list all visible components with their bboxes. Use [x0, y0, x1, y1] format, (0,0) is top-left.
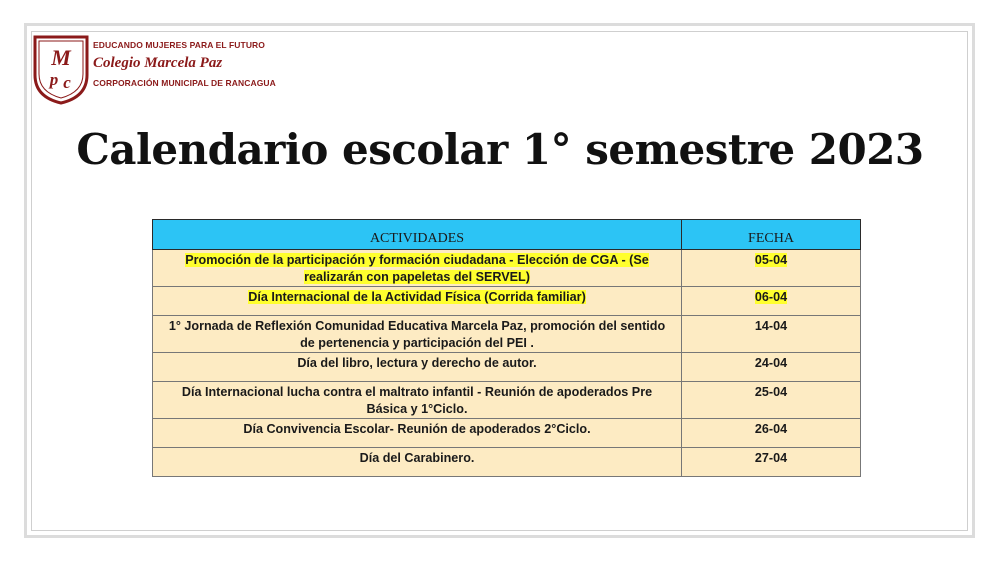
school-logo [33, 35, 276, 105]
logo-school-name: Colegio Marcela Paz [93, 55, 223, 71]
activity-date: 05-04 [754, 253, 788, 267]
activity-text: 1° Jornada de Reflexión Comunidad Educativa Marcela Paz, promoción del sentido de pertenencia y participación del PEI . [153, 316, 682, 353]
activity-date: 26-04 [682, 419, 861, 448]
activity-date: 14-04 [682, 316, 861, 353]
table-row [153, 419, 861, 448]
table-header-row [153, 220, 861, 250]
activity-date: 27-04 [682, 448, 861, 477]
page-title: Calendario escolar 1° semestre 2023 [76, 125, 924, 174]
activity-text: Día del Carabinero. [153, 448, 682, 477]
table-row [153, 382, 861, 419]
activity-text: Promoción de la participación y formación ciudadana - Elección de CGA - (Se realizarán con papeletas del SERVEL) [185, 253, 649, 284]
logo-tagline: EDUCANDO MUJERES PARA EL FUTURO [93, 40, 266, 50]
svg-text:p: p [49, 70, 59, 89]
table-row [153, 250, 861, 287]
activity-text: Día Convivencia Escolar- Reunión de apoderados 2°Ciclo. [153, 419, 682, 448]
activity-date: 24-04 [682, 353, 861, 382]
activity-date: 06-04 [754, 290, 788, 304]
table-row [153, 448, 861, 477]
activity-text: Día Internacional lucha contra el maltrato infantil - Reunión de apoderados Pre Básica y 1°Ciclo. [153, 382, 682, 419]
school-crest-icon [33, 35, 89, 105]
logo-corporation: CORPORACIÓN MUNICIPAL DE RANCAGUA [93, 78, 276, 88]
activities-table [152, 219, 861, 477]
table-row [153, 287, 861, 316]
header-activities: ACTIVIDADES [153, 220, 682, 250]
svg-text:M: M [51, 45, 71, 70]
table-row [153, 316, 861, 353]
activity-date: 25-04 [682, 382, 861, 419]
header-date: FECHA [682, 220, 861, 250]
table-row [153, 353, 861, 382]
activity-text: Día del libro, lectura y derecho de autor. [153, 353, 682, 382]
activity-text: Día Internacional de la Actividad Física (Corrida familiar) [248, 290, 586, 304]
svg-text:c: c [63, 73, 71, 92]
